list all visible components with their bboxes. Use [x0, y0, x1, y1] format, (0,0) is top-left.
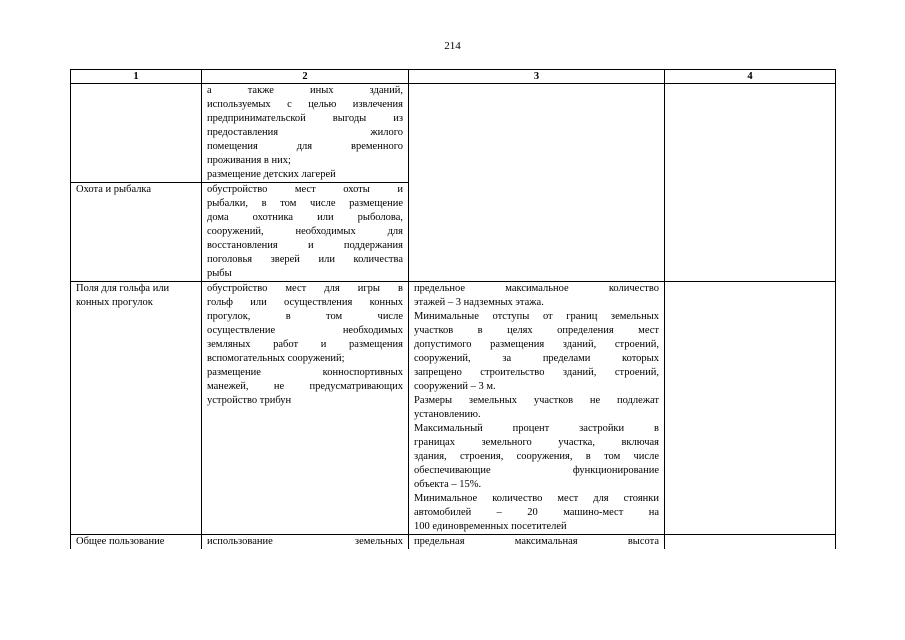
row1-col2: [202, 84, 409, 183]
table-row: [71, 535, 836, 550]
text-line: запрещено строительство зданий, строений,: [414, 367, 659, 378]
text-line: объекта – 15%.: [414, 479, 482, 490]
row2-col2: [202, 183, 409, 282]
text-line: использование земельных: [207, 536, 403, 547]
header-col-3: 3: [409, 70, 665, 84]
text-line: Минимальное количество мест для стоянки: [414, 493, 659, 504]
row4-col2: [202, 535, 409, 550]
text-line: используемых с целью извлечения: [207, 99, 403, 110]
text-line: манежей, не предусматривающих: [207, 381, 403, 392]
text-line: размещение детских лагерей: [207, 169, 336, 180]
regulations-table: [70, 69, 836, 549]
text-line: сооружений – 3 м.: [414, 381, 496, 392]
text-line: допустимого размещения зданий, строений,: [414, 339, 659, 350]
row4-col3: [409, 535, 665, 550]
text-line: конных прогулок: [76, 297, 153, 308]
row4-col4: [665, 535, 836, 550]
table-row: [71, 282, 836, 535]
header-col-4: 4: [665, 70, 836, 84]
text-line: вспомогательных сооружений;: [207, 353, 345, 364]
row4-col1: Общее пользование: [71, 535, 202, 550]
header-col-2: 2: [202, 70, 409, 84]
text-line: гольф или осуществления конных: [207, 297, 403, 308]
text-line: дома охотника или рыболова,: [207, 212, 403, 223]
text-line: земляных работ и размещения: [207, 339, 403, 350]
text-line: предельная максимальная высота: [414, 536, 659, 547]
text-line: предельное максимальное количество: [414, 283, 659, 294]
text-line: размещение конноспортивных: [207, 367, 403, 378]
text-line: 100 единовременных посетителей: [414, 521, 567, 532]
text-line: обустройство мест охоты и: [207, 184, 403, 195]
text-line: Поля для гольфа или: [76, 283, 170, 294]
row1-2-col3: [409, 84, 665, 282]
row2-col1: Охота и рыбалка: [71, 183, 202, 282]
text-line: восстановления и поддержания: [207, 240, 403, 251]
row3-col4: [665, 282, 836, 535]
text-line: прогулок, в том числе: [207, 311, 403, 322]
text-line: осуществление необходимых: [207, 325, 403, 336]
text-line: рыбы: [207, 268, 232, 279]
text-line: автомобилей – 20 машино-мест на: [414, 507, 659, 518]
text-line: устройство трибун: [207, 395, 292, 406]
row1-col1: [71, 84, 202, 183]
table-row: [71, 84, 836, 183]
text-line: этажей – 3 надземных этажа.: [414, 297, 544, 308]
text-line: участков в целях определения мест: [414, 325, 659, 336]
text-line: предпринимательской выгоды из: [207, 113, 403, 124]
text-line: здания, строения, сооружения, в том числе: [414, 451, 659, 462]
text-line: обустройство мест для игры в: [207, 283, 403, 294]
text-line: помещения для временного: [207, 141, 403, 152]
text-line: обеспечивающие функционирование: [414, 465, 659, 476]
text-line: проживания в них;: [207, 155, 291, 166]
page-number: 214: [444, 40, 461, 52]
text-line: Максимальный процент застройки в: [414, 423, 659, 434]
text-line: а также иных зданий,: [207, 85, 403, 96]
text-line: предоставления жилого: [207, 127, 403, 138]
row3-col2: [202, 282, 409, 535]
row3-col1: [71, 282, 202, 535]
text-line: рыбалки, в том числе размещение: [207, 198, 403, 209]
table-header-row: [71, 70, 836, 84]
text-line: Минимальные отступы от границ земельных: [414, 311, 659, 322]
row3-col3: [409, 282, 665, 535]
row1-2-col4: [665, 84, 836, 282]
text-line: сооружений, необходимых для: [207, 226, 403, 237]
text-line: установлению.: [414, 409, 481, 420]
text-line: поголовья зверей или количества: [207, 254, 403, 265]
header-col-1: 1: [71, 70, 202, 84]
text-line: сооружений, за пределами которых: [414, 353, 659, 364]
text-line: Размеры земельных участков не подлежат: [414, 395, 659, 406]
text-line: границах земельного участка, включая: [414, 437, 659, 448]
